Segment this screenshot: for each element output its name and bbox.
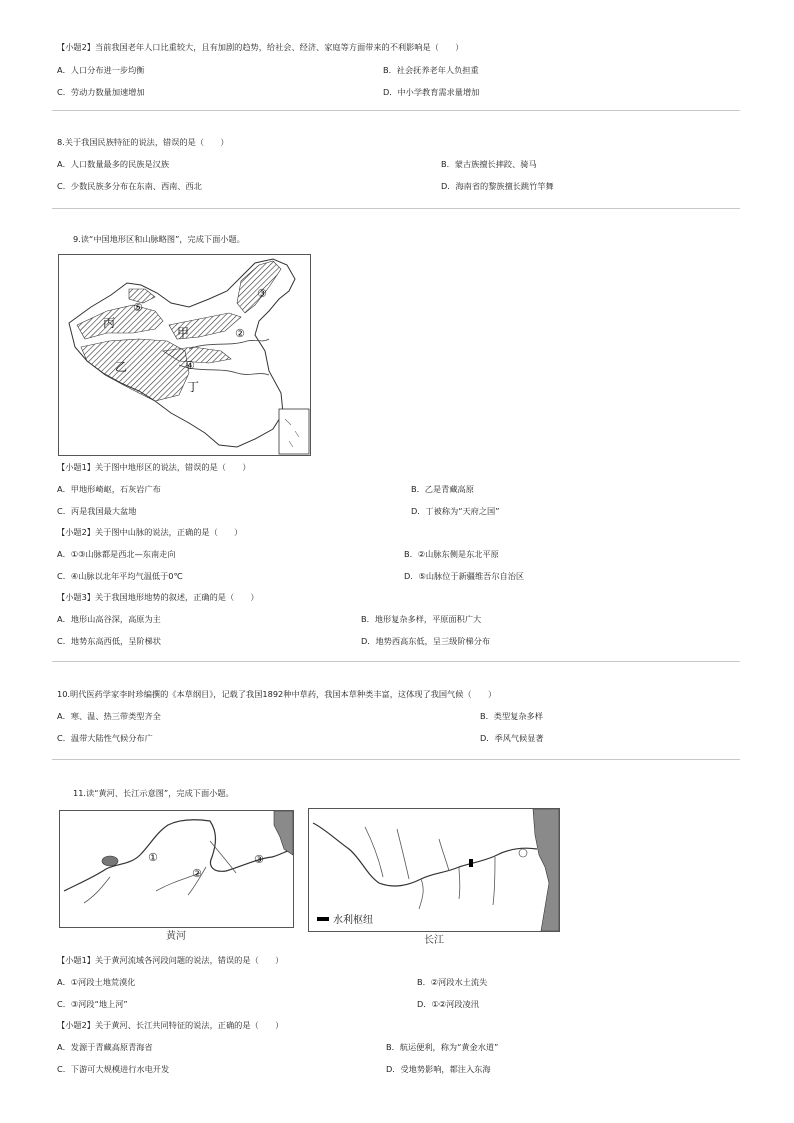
q11-sub2-option-c[interactable]: C．下游可大规模进行水电开发 — [57, 1064, 170, 1074]
tributary-line — [459, 867, 460, 899]
legend-dam-swatch — [317, 917, 329, 921]
divider — [52, 110, 740, 111]
dam-marker — [469, 859, 473, 867]
yellow-river-map-figure — [60, 811, 293, 927]
yangtze-river-map — [308, 808, 560, 932]
region-label-bing: 丙 — [103, 316, 116, 330]
q11-sub1-option-a[interactable]: A．①河段土地荒漠化 — [57, 977, 136, 987]
region-label-yi: 乙 — [115, 360, 128, 374]
yellow-river-section-2: ② — [192, 867, 202, 880]
mountain-label-2: ② — [235, 327, 245, 340]
divider — [52, 759, 740, 760]
china-terrain-map-figure — [59, 255, 310, 455]
q9-sub2-stem: 【小题2】关于图中山脉的说法，正确的是（ ） — [57, 527, 243, 537]
q11-stem: 11.读“黄河、长江示意图”，完成下面小题。 — [73, 788, 234, 798]
tributary-line — [210, 841, 236, 873]
lake-shape — [102, 856, 118, 866]
q7-option-d[interactable]: D．中小学教育需求量增加 — [383, 87, 480, 97]
legend-dam-label: 水利枢纽 — [333, 915, 373, 926]
q7-option-a[interactable]: A．人口分布进一步均衡 — [57, 65, 145, 75]
q9-sub2-option-c[interactable]: C．④山脉以北年平均气温低于0℃ — [57, 571, 183, 581]
q7-option-c[interactable]: C．劳动力数量加速增加 — [57, 87, 145, 97]
yangtze-river-map-figure — [309, 809, 559, 931]
q9-stem: 9.读“中国地形区和山脉略图”，完成下面小题。 — [73, 234, 245, 244]
q11-sub2-option-b[interactable]: B．航运便利，称为“黄金水道” — [386, 1042, 499, 1052]
yellow-river-section-1: ① — [148, 851, 158, 864]
q9-sub1-option-c[interactable]: C．丙是我国最大盆地 — [57, 506, 137, 516]
q11-sub1-option-c[interactable]: C．③河段“地上河” — [57, 999, 128, 1009]
q9-sub3-option-c[interactable]: C．地势东高西低，呈阶梯状 — [57, 636, 161, 646]
q10-option-c[interactable]: C．温带大陆性气候分布广 — [57, 733, 153, 743]
yellow-river-section-3: ③ — [254, 853, 264, 866]
south-sea-inset — [279, 409, 309, 454]
q8-stem: 8.关于我国民族特征的说法，错误的是（ ） — [57, 137, 229, 147]
q9-sub2-option-b[interactable]: B．②山脉东侧是东北平原 — [404, 549, 499, 559]
q9-sub2-option-d[interactable]: D．⑤山脉位于新疆维吾尔自治区 — [404, 571, 525, 581]
q9-sub3-option-b[interactable]: B．地形复杂多样，平原面积广大 — [361, 614, 482, 624]
yellow-river-caption: 黄河 — [166, 931, 186, 942]
q11-sub2-option-d[interactable]: D．受地势影响，都注入东海 — [386, 1064, 491, 1074]
q10-option-d[interactable]: D．季风气候显著 — [480, 733, 544, 743]
coastline — [533, 809, 559, 931]
yangtze-river-caption: 长江 — [424, 935, 444, 946]
q10-option-a[interactable]: A．寒、温、热三带类型齐全 — [57, 711, 161, 721]
yellow-river-map — [59, 810, 294, 928]
q8-option-d[interactable]: D．海南省的黎族擅长跳竹竿舞 — [441, 181, 554, 191]
tributary-line — [365, 827, 383, 877]
mountain-label-3: ③ — [257, 287, 267, 300]
q9-sub3-option-d[interactable]: D．地势西高东低，呈三级阶梯分布 — [361, 636, 491, 646]
tributary-line — [493, 857, 495, 905]
q11-sub2-option-a[interactable]: A．发源于青藏高原青海省 — [57, 1042, 153, 1052]
coastline — [274, 811, 293, 855]
q9-sub3-stem: 【小题3】关于我国地形地势的叙述，正确的是（ ） — [57, 592, 259, 602]
q9-sub2-option-a[interactable]: A．①③山脉都是西北—东南走向 — [57, 549, 176, 559]
lake-shape — [519, 849, 527, 857]
region-label-jia: 甲 — [177, 326, 190, 340]
tributary-line — [397, 829, 409, 879]
q8-option-c[interactable]: C．少数民族多分布在东南、西南、西北 — [57, 181, 202, 191]
q11-sub1-option-d[interactable]: D．①②河段凌汛 — [417, 999, 479, 1009]
q9-sub1-option-a[interactable]: A．甲地形崎岖，石灰岩广布 — [57, 484, 161, 494]
divider — [52, 208, 740, 209]
q11-sub1-option-b[interactable]: B．②河段水土流失 — [417, 977, 488, 987]
q11-sub1-stem: 【小题1】关于黄河流域各河段问题的说法，错误的是（ ） — [57, 955, 284, 965]
tributary-line — [84, 877, 110, 903]
q8-option-a[interactable]: A．人口数量最多的民族是汉族 — [57, 159, 170, 169]
q10-stem: 10.明代医药学家李时珍编撰的《本草纲目》，记载了我国1892种中草药，我国本草种类丰富，这体现了我国气候（ ） — [57, 689, 497, 699]
q9-sub1-option-b[interactable]: B．乙是青藏高原 — [411, 484, 474, 494]
region-label-ding: 丁 — [187, 380, 200, 394]
q7-stem: 【小题2】当前我国老年人口比重较大，且有加剧的趋势，给社会、经济、家庭等方面带来的不利影响是（ ） — [57, 42, 464, 52]
q9-sub3-option-a[interactable]: A．地形山高谷深，高原为主 — [57, 614, 161, 624]
tributary-line — [439, 839, 449, 871]
tibet-plateau — [81, 339, 189, 401]
q9-sub1-stem: 【小题1】关于图中地形区的说法，错误的是（ ） — [57, 462, 251, 472]
china-terrain-map — [58, 254, 311, 456]
q7-option-b[interactable]: B．社会抚养老年人负担重 — [383, 65, 479, 75]
q11-sub2-stem: 【小题2】关于黄河、长江共同特征的说法，正确的是（ ） — [57, 1020, 284, 1030]
q8-option-b[interactable]: B．蒙古族擅长摔跤、骑马 — [441, 159, 537, 169]
yangtze-river-line — [313, 823, 537, 886]
q9-sub1-option-d[interactable]: D．丁被称为“天府之国” — [411, 506, 500, 516]
mountain-label-5: ⑤ — [133, 301, 143, 314]
divider — [52, 661, 740, 662]
q10-option-b[interactable]: B．类型复杂多样 — [480, 711, 543, 721]
tributary-line — [419, 879, 423, 909]
mountain-label-4: ④ — [185, 359, 195, 372]
